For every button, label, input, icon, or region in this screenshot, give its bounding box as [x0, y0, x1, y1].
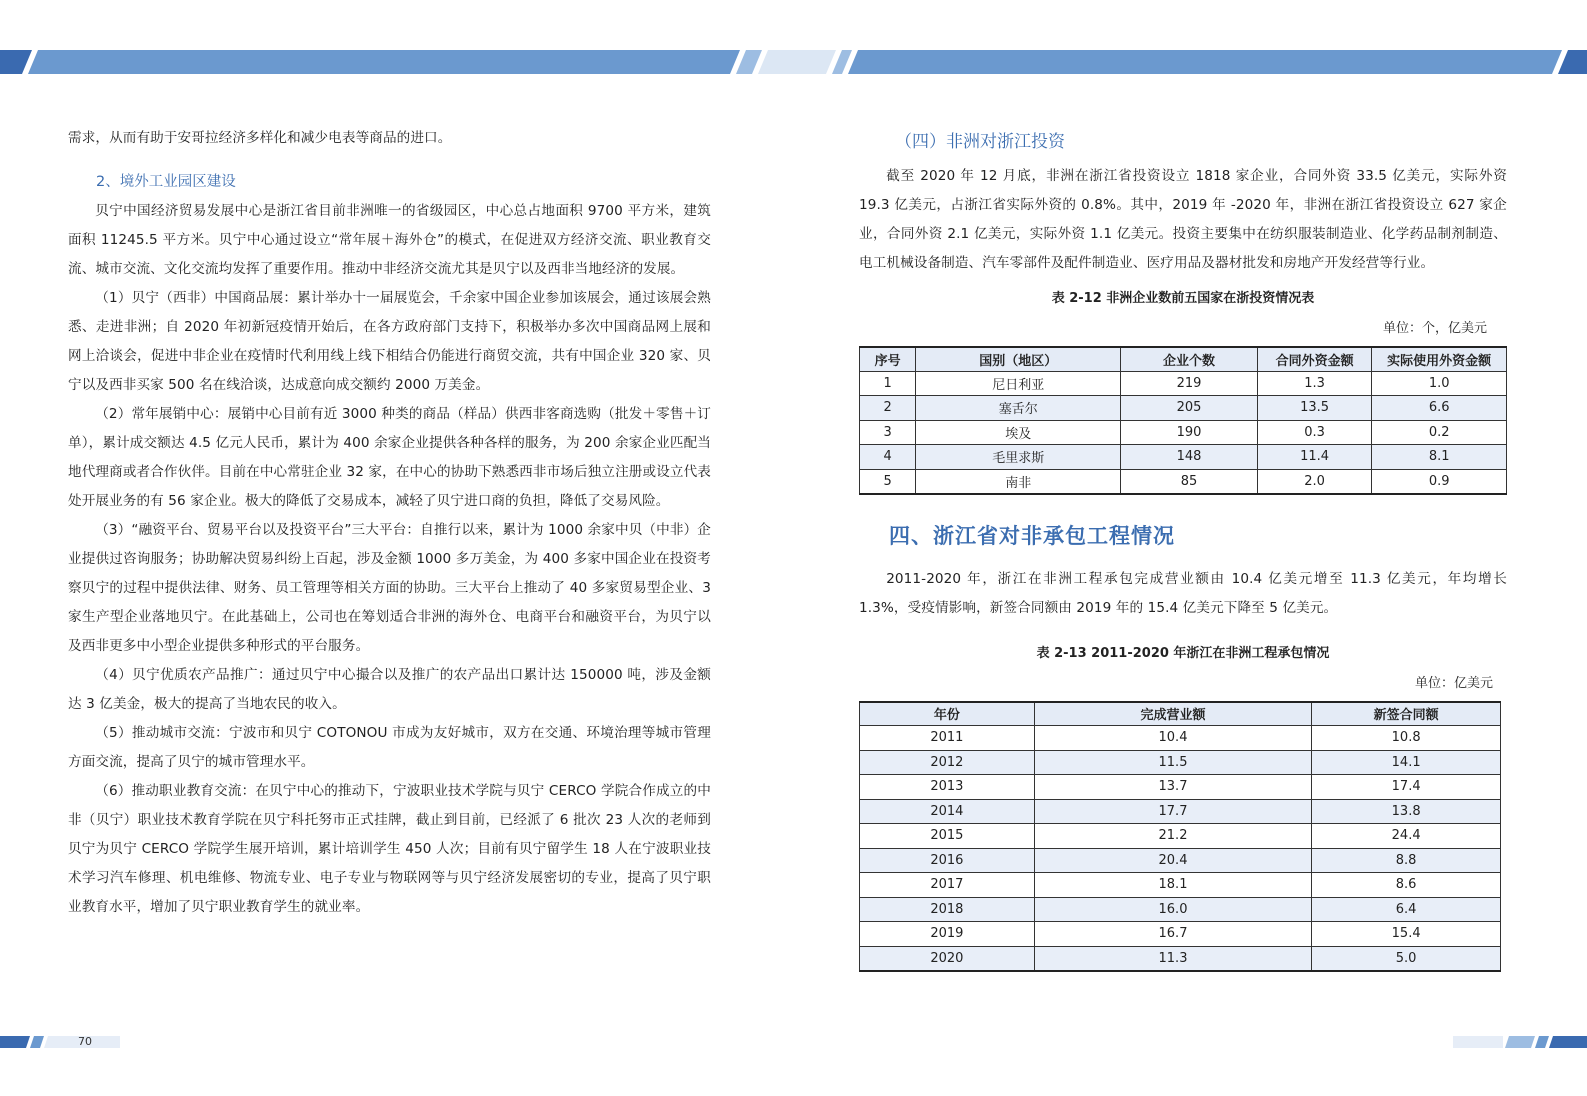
- investment-table-cell: 毛里求斯: [916, 445, 1121, 470]
- investment-table-cell: 0.2: [1372, 420, 1507, 445]
- paragraph-7: （6）推动职业教育交流：在贝宁中心的推动下，宁波职业技术学院与贝宁 CERCO 学院合作成立的中非（贝宁）职业技术教育学院在贝宁科托努市正式挂牌，截止到目前，已经派了 6 批次 23 人次的老师到贝宁为贝宁 CERCO 学院学生展开培训，累计培训学生 450 人次；目前有贝宁留学生 18 人在宁波职业技术学习汽车修理、机电维修、物流专业、电子专业与物联网等与贝宁经济发展密切的专业，提高了贝宁职业教育水平，增加了贝宁职业教育学生的就业率。: [68, 783, 711, 915]
- investment-table-cell: 11.4: [1257, 445, 1372, 470]
- investment-table-cell: 5: [860, 469, 916, 494]
- page-number-left: 70: [78, 1035, 92, 1048]
- contract-table-cell: 17.7: [1034, 799, 1312, 824]
- contract-table-cell: 11.5: [1034, 750, 1312, 775]
- investment-table-cell: 0.3: [1257, 420, 1372, 445]
- table-header-row: [860, 702, 1501, 726]
- table-row: [860, 897, 1501, 922]
- intro-text: 需求，从而有助于安哥拉经济多样化和减少电表等商品的进口。: [68, 130, 452, 146]
- contract-table-header-cell: 完成营业额: [1034, 702, 1312, 726]
- paragraph-2: （1）贝宁（西非）中国商品展：累计举办十一届展览会，千余家中国企业参加该展会，通过该展会熟悉、走进非洲；自 2020 年初新冠疫情开始后，在各方政府部门支持下，积极举办多次中国商品网上展和网上洽谈会，促进中非企业在疫情时代利用线上线下相结合仍能进行商贸交流，共有中国企业 320 家、贝宁以及西非买家 500 名在线洽谈，达成意向成交额约 2000 万美金。: [68, 290, 711, 393]
- investment-table-cell: 6.6: [1372, 396, 1507, 421]
- investment-table-cell: 2: [860, 396, 916, 421]
- table-row: [860, 775, 1501, 800]
- contract-table-cell: 2018: [860, 897, 1035, 922]
- contract-table-cell: 18.1: [1034, 873, 1312, 898]
- table-row: [860, 799, 1501, 824]
- contract-table-cell: 11.3: [1034, 946, 1312, 971]
- contract-table-cell: 2014: [860, 799, 1035, 824]
- table-row: [860, 922, 1501, 947]
- investment-table-cell: 埃及: [916, 420, 1121, 445]
- table-row: [860, 371, 1507, 396]
- paragraph-3: （2）常年展销中心：展销中心目前有近 3000 种类的商品（样品）供西非客商选购（批发＋零售＋订单），累计成交额达 4.5 亿元人民币，累计为 400 余家企业提供各种各样的服务，为 200 余家企业匹配当地代理商或者合作伙伴。目前在中心常驻企业 32 家，在中心的协助下熟悉西非市场后独立注册或设立代表处开展业务的有 56 家企业。极大的降低了交易成本，减轻了贝宁进口商的负担，降低了交易风险。: [68, 406, 711, 509]
- paragraph-5: （4）贝宁优质农产品推广：通过贝宁中心撮合以及推广的农产品出口累计达 150000 吨，涉及金额达 3 亿美金，极大的提高了当地农民的收入。: [68, 667, 711, 712]
- table-row: [860, 750, 1501, 775]
- investment-table-cell: 205: [1121, 396, 1258, 421]
- heading-contract-projects: 四、浙江省对非承包工程情况: [889, 523, 1175, 548]
- right-column: [859, 124, 1507, 972]
- contract-table-cell: 21.2: [1034, 824, 1312, 849]
- table-row: [860, 445, 1507, 470]
- investment-table-cell: 1.3: [1257, 371, 1372, 396]
- paragraph-6: （5）推动城市交流：宁波市和贝宁 COTONOU 市成为友好城市，双方在交通、环境治理等城市管理方面交流，提高了贝宁的城市管理水平。: [68, 725, 711, 770]
- paragraph-1: 贝宁中国经济贸易发展中心是浙江省目前非洲唯一的省级园区，中心总占地面积 9700 平方米，建筑面积 11245.5 平方米。贝宁中心通过设立“常年展＋海外仓”的模式，在促进双方经济交流、职业教育交流、城市交流、文化交流均发挥了重要作用。推动中非经济交流尤其是贝宁以及西非当地经济的发展。: [68, 203, 711, 277]
- contract-table-cell: 2020: [860, 946, 1035, 971]
- table1-caption: 表 2-12 非洲企业数前五国家在浙投资情况表: [1051, 291, 1315, 306]
- investment-table-cell: 13.5: [1257, 396, 1372, 421]
- contract-table-cell: 20.4: [1034, 848, 1312, 873]
- investment-table-cell: 8.1: [1372, 445, 1507, 470]
- contract-table-cell: 15.4: [1312, 922, 1501, 947]
- contract-table-cell: 16.0: [1034, 897, 1312, 922]
- right-page: [793, 0, 1587, 1096]
- contract-table-cell: 2015: [860, 824, 1035, 849]
- investment-table-cell: 塞舌尔: [916, 396, 1121, 421]
- contract-table-cell: 8.6: [1312, 873, 1501, 898]
- investment-table-header-cell: 实际使用外资金额: [1372, 347, 1507, 371]
- paragraph-4: （3）“融资平台、贸易平台以及投资平台”三大平台：自推行以来，累计为 1000 余家中贝（中非）企业提供过咨询服务；协助解决贸易纠纷上百起，涉及金额 1000 多万美金，为 400 多家中国企业在投资考察贝宁的过程中提供法律、财务、员工管理等相关方面的协助。三大平台上推动了 40 多家贸易型企业、3 家生产型企业落地贝宁。在此基础上，公司也在筹划适合非洲的海外仓、电商平台和融资平台，为贝宁以及西非更多中小型企业提供多种形式的平台服务。: [68, 522, 711, 654]
- contract-table-cell: 2017: [860, 873, 1035, 898]
- investment-table-header-cell: 国别（地区）: [916, 347, 1121, 371]
- contract-table-cell: 2012: [860, 750, 1035, 775]
- contract-paragraph: 2011-2020 年，浙江在非洲工程承包完成营业额由 10.4 亿美元增至 11.3 亿美元，年均增长 1.3%，受疫情影响，新签合同额由 2019 年的 15.4 亿美元下降至 5 亿美元。: [859, 570, 1507, 616]
- investment-table-cell: 190: [1121, 420, 1258, 445]
- contract-table-cell: 2011: [860, 726, 1035, 751]
- contract-table-cell: 14.1: [1312, 750, 1501, 775]
- footer-band-right: [1453, 1033, 1587, 1045]
- contract-table-cell: 17.4: [1312, 775, 1501, 800]
- contract-table-cell: 2016: [860, 848, 1035, 873]
- contract-table-cell: 2013: [860, 775, 1035, 800]
- table-row: [860, 848, 1501, 873]
- investment-table-header-cell: 合同外资金额: [1257, 347, 1372, 371]
- section-title-africa-investment: （四）非洲对浙江投资: [895, 132, 1065, 152]
- table-row: [860, 946, 1501, 971]
- left-column: [68, 124, 711, 922]
- table-row: [860, 873, 1501, 898]
- investment-table-cell: 1: [860, 371, 916, 396]
- contract-table-cell: 6.4: [1312, 897, 1501, 922]
- investment-table-cell: 85: [1121, 469, 1258, 494]
- investment-table-cell: 148: [1121, 445, 1258, 470]
- table-row: [860, 824, 1501, 849]
- left-page: [0, 0, 793, 1096]
- investment-table-cell: 0.9: [1372, 469, 1507, 494]
- contract-table-cell: 10.4: [1034, 726, 1312, 751]
- contract-table-cell: 24.4: [1312, 824, 1501, 849]
- investment-paragraph: 截至 2020 年 12 月底，非洲在浙江省投资设立 1818 家企业，合同外资 33.5 亿美元，实际外资 19.3 亿美元，占浙江省实际外资的 0.8%。其中，2019 年 -2020 年，非洲在浙江省投资设立 627 家企业，合同外资 2.1 亿美元，实际外资 1.1 亿美元。投资主要集中在纺织服装制造业、化学药品制剂制造、电工机械设备制造、汽车零部件及配件制造业、医疗用品及器材批发和房地产开发经营等行业。: [859, 168, 1507, 271]
- footer-band-left: [0, 1033, 120, 1045]
- investment-table-cell: 219: [1121, 371, 1258, 396]
- investment-table-cell: 3: [860, 420, 916, 445]
- investment-table-cell: 尼日利亚: [916, 371, 1121, 396]
- table-row: [860, 396, 1507, 421]
- contract-table-cell: 13.7: [1034, 775, 1312, 800]
- table-row: [860, 726, 1501, 751]
- contract-table-header-cell: 新签合同额: [1312, 702, 1501, 726]
- investment-table-cell: 1.0: [1372, 371, 1507, 396]
- investment-table-header-cell: 序号: [860, 347, 916, 371]
- contract-table-header-cell: 年份: [860, 702, 1035, 726]
- table1-unit: 单位：个，亿美元: [1382, 321, 1487, 336]
- investment-table-cell: 2.0: [1257, 469, 1372, 494]
- contract-table-cell: 8.8: [1312, 848, 1501, 873]
- contract-table-cell: 2019: [860, 922, 1035, 947]
- investment-table-cell: 南非: [916, 469, 1121, 494]
- table-row: [860, 469, 1507, 494]
- contract-table: [859, 701, 1501, 972]
- investment-table-header-cell: 企业个数: [1121, 347, 1258, 371]
- contract-table-cell: 10.8: [1312, 726, 1501, 751]
- table2-caption: 表 2-13 2011-2020 年浙江在非洲工程承包情况: [1036, 645, 1330, 661]
- investment-table: [859, 346, 1507, 495]
- table2-unit: 单位：亿美元: [1414, 675, 1493, 691]
- contract-table-cell: 16.7: [1034, 922, 1312, 947]
- contract-table-cell: 5.0: [1312, 946, 1501, 971]
- table-row: [860, 420, 1507, 445]
- contract-table-cell: 13.8: [1312, 799, 1501, 824]
- table-header-row: [860, 347, 1507, 371]
- investment-table-cell: 4: [860, 445, 916, 470]
- section-title-industrial-park: 2、境外工业园区建设: [96, 174, 236, 190]
